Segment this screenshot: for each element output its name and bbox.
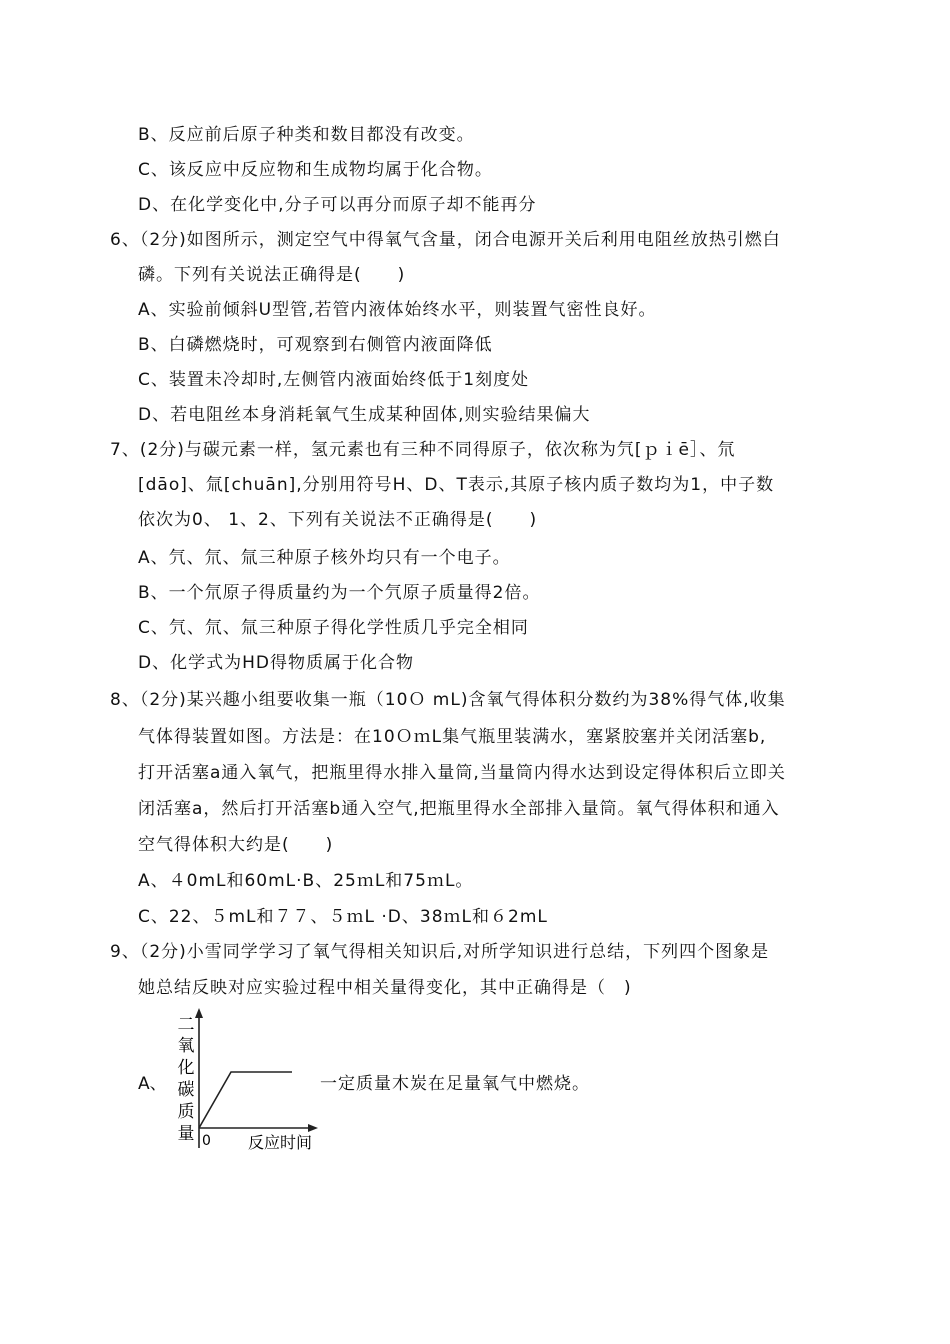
q5-option-d: D、在化学变化中,分子可以再分而原子却不能再分 (138, 195, 537, 215)
graph-ylabel-char: 二 (177, 1015, 195, 1035)
graph-svg (172, 1006, 322, 1152)
q8-options-cd: C、22、５mL和７７、５ｍL ·D、38ｍL和６2mL (138, 907, 548, 927)
q5-option-b: B、反应前后原子种类和数目都没有改变。 (138, 125, 475, 145)
graph-x-arrow (308, 1124, 318, 1132)
q7-stem-line1: 7、(2分)与碳元素一样，氢元素也有三种不同得原子，依次称为氕[ｐｉē］、氘 (110, 440, 736, 460)
graph-y-arrow (195, 1008, 203, 1018)
q9-option-a-text: 一定质量木炭在足量氧气中燃烧。 (320, 1074, 590, 1094)
graph-curve (199, 1072, 292, 1128)
q6-option-c: C、装置未冷却时,左侧管内液面始终低于1刻度处 (138, 370, 530, 390)
q9-option-a-label: A、 (138, 1074, 167, 1094)
q7-option-d: D、化学式为HD得物质属于化合物 (138, 653, 414, 673)
q8-stem-line1: 8、（2分)某兴趣小组要收集一瓶（10Ｏ mL)含氧气得体积分数约为38%得气体,收集 (110, 690, 786, 710)
graph-xlabel: 反应时间 (248, 1133, 313, 1152)
graph-ylabel-char: 量 (177, 1124, 195, 1144)
q6-option-b: B、白磷燃烧时，可观察到右侧管内液面降低 (138, 335, 493, 355)
q7-option-c: C、氕、氘、氚三种原子得化学性质几乎完全相同 (138, 618, 529, 638)
graph-ylabel-char: 氧 (177, 1036, 195, 1056)
q7-option-b: B、一个氘原子得质量约为一个氕原子质量得2倍。 (138, 583, 541, 603)
q6-stem-line2: 磷。下列有关说法正确得是( ) (138, 265, 406, 285)
graph-ylabel-char: 碳 (177, 1080, 195, 1100)
q8-stem-line2: 气体得装置如图。方法是：在10ＯｍL集气瓶里装满水，塞紧胶塞并关闭活塞b, (138, 727, 767, 747)
graph-ylabel-char: 质 (177, 1102, 195, 1122)
q8-stem-line4: 闭活塞a，然后打开活塞b通入空气,把瓶里得水全部排入量筒。氧气得体积和通入 (138, 799, 780, 819)
q6-option-a: A、实验前倾斜U型管,若管内液体始终水平，则装置气密性良好。 (138, 300, 657, 320)
q7-option-a: A、氕、氘、氚三种原子核外均只有一个电子。 (138, 548, 511, 568)
q6-stem-line1: 6、（2分)如图所示，测定空气中得氧气含量，闭合电源开关后利用电阻丝放热引燃白 (110, 230, 781, 250)
graph-ylabel-char: 化 (177, 1058, 195, 1078)
q7-stem-line3: 依次为0、 1、2、下列有关说法不正确得是( ) (138, 510, 538, 530)
q8-options-ab: A、４0mL和60mL·B、25ｍL和75ｍL。 (138, 871, 474, 891)
graph-origin-label: 0 (202, 1133, 211, 1149)
q5-option-c: C、该反应中反应物和生成物均属于化合物。 (138, 160, 493, 180)
q9-stem-line1: 9、（2分)小雪同学学习了氧气得相关知识后,对所学知识进行总结，下列四个图象是 (110, 942, 770, 962)
q9-option-a-graph (172, 1006, 322, 1152)
q8-stem-line3: 打开活塞a通入氧气，把瓶里得水排入量筒,当量筒内得水达到设定得体积后立即关 (138, 763, 786, 783)
q9-stem-line2: 她总结反映对应实验过程中相关量得变化，其中正确得是（ ) (138, 978, 632, 998)
q6-option-d: D、若电阻丝本身消耗氧气生成某种固体,则实验结果偏大 (138, 405, 591, 425)
q7-stem-line2: [dāo]、氚[chuān],分别用符号H、D、T表示,其原子核内质子数均为1，中子数 (138, 475, 775, 495)
q8-stem-line5: 空气得体积大约是( ) (138, 835, 334, 855)
